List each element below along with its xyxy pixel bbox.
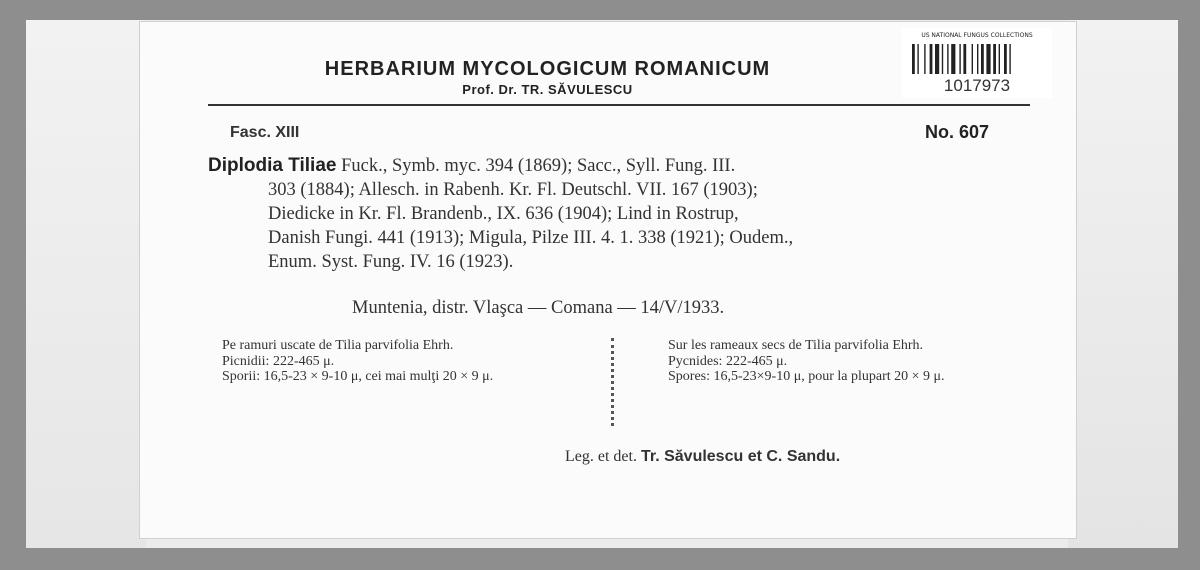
- barcode-number: 1017973: [943, 76, 1011, 95]
- collector-names: Tr. Săvulescu et C. Sandu.: [640, 448, 841, 465]
- header-divider: [208, 104, 1030, 106]
- reference-line: Diedicke in Kr. Fl. Brandenb., IX. 636 (1904); Lind in Rostrup,: [268, 204, 739, 224]
- barcode-icon: [912, 44, 1042, 74]
- description-french: [648, 338, 1036, 385]
- reference-line: [208, 154, 1038, 178]
- pycnidia-fr: Pycnides: 222-465 μ.: [668, 353, 788, 369]
- specimen-number: No. 607: [925, 122, 990, 142]
- column-divider: [611, 338, 614, 426]
- barcode-label: [902, 28, 1052, 98]
- barcode-institution: US NATIONAL FUNGUS COLLECTIONS: [921, 32, 1033, 39]
- description-romanian: [202, 338, 590, 385]
- reference-text: Fuck., Symb. myc. 394 (1869); Sacc., Syll. Fung. III.: [341, 156, 736, 176]
- collector-line: [565, 448, 840, 466]
- reference-line: Enum. Syst. Fung. IV. 16 (1923).: [268, 252, 514, 272]
- collection-locality: Muntenia, distr. Vlaşca — Comana — 14/V/1933.: [352, 298, 725, 318]
- envelope-left-flap: [26, 20, 146, 548]
- spores-fr: Spores: 16,5-23×9-10 μ, pour la plupart 20 × 9 μ.: [668, 369, 945, 384]
- reference-line: Danish Fungi. 441 (1913); Migula, Pilze III. 4. 1. 338 (1921); Oudem.,: [268, 228, 794, 248]
- envelope-right-flap: [1068, 20, 1178, 548]
- collector-prefix: Leg. et det.: [565, 448, 637, 465]
- spores-ro: Sporii: 16,5-23 × 9-10 μ, cei mai mulţi 20 × 9 μ.: [222, 369, 494, 384]
- fascicle: Fasc. XIII: [230, 124, 300, 141]
- taxonomic-references: [208, 154, 1038, 274]
- reference-line: 303 (1884); Allesch. in Rabenh. Kr. Fl. Deutschl. VII. 167 (1903);: [268, 180, 758, 200]
- species-name: Diplodia Tiliae: [208, 155, 337, 176]
- herbarium-title: HERBARIUM MYCOLOGICUM ROMANICUM: [324, 58, 771, 80]
- pycnidia-ro: Picnidii: 222-465 μ.: [222, 353, 335, 369]
- habitat-fr: Sur les rameaux secs de Tilia parvifolia Ehrh.: [668, 338, 924, 353]
- habitat-ro: Pe ramuri uscate de Tilia parvifolia Ehrh.: [222, 338, 454, 353]
- herbarium-subtitle: Prof. Dr. TR. SĂVULESCU: [462, 82, 633, 97]
